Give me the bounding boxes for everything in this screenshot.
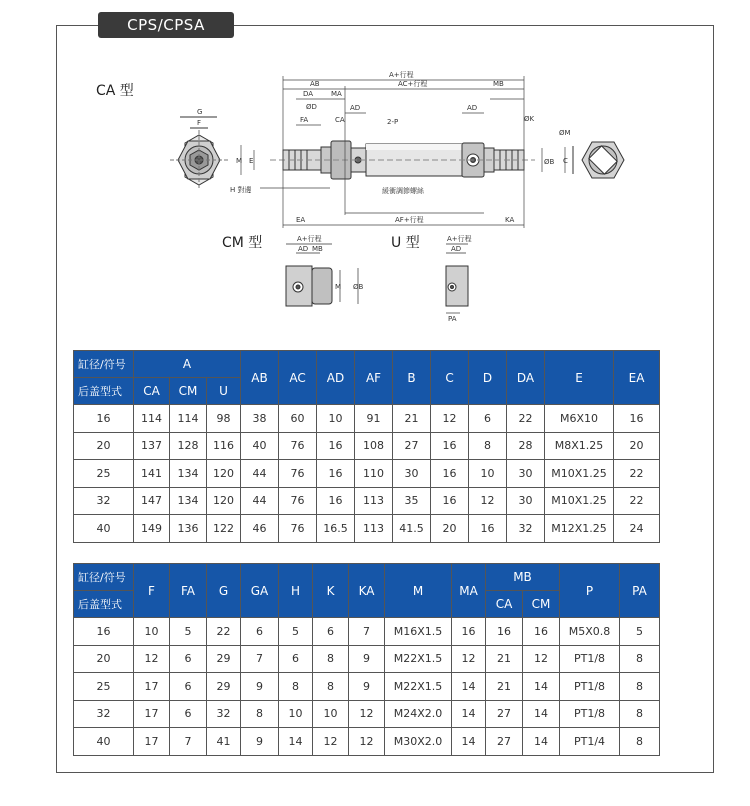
table-cell: 14: [452, 700, 486, 728]
bore-size-cell: 25: [74, 673, 134, 701]
corner-header-top: 缸径/符号: [74, 564, 134, 591]
table-cell: 14: [452, 728, 486, 756]
col-header: AF: [355, 351, 393, 405]
table-cell: 16: [317, 432, 355, 460]
table-cell: 141: [134, 460, 170, 488]
table-cell: 12: [134, 645, 170, 673]
table-row: [74, 515, 660, 543]
dim-af-stroke: AF+行程: [395, 216, 424, 224]
col-header: C: [431, 351, 469, 405]
table-row: [74, 645, 660, 673]
table-cell: 8: [313, 645, 349, 673]
col-header: P: [560, 564, 620, 618]
table-cell: 21: [486, 645, 523, 673]
col-header: D: [469, 351, 507, 405]
table-cell: 17: [134, 728, 170, 756]
table-cell: 12: [452, 645, 486, 673]
table-cell: M16X1.5: [385, 618, 452, 646]
table-cell: 24: [614, 515, 660, 543]
u-dim-ad: AD: [451, 245, 462, 253]
table-cell: 134: [170, 487, 207, 515]
table-cell: 6: [170, 645, 207, 673]
table-cell: 46: [241, 515, 279, 543]
table-cell: 38: [241, 405, 279, 433]
table-cell: 76: [279, 460, 317, 488]
table-cell: 5: [620, 618, 660, 646]
table-cell: 17: [134, 673, 170, 701]
col-header: H: [279, 564, 313, 618]
dim-fa: FA: [300, 116, 309, 124]
table-cell: 114: [134, 405, 170, 433]
dim-ea: EA: [296, 216, 306, 224]
table-cell: 6: [241, 618, 279, 646]
sub-header: CM: [170, 378, 207, 405]
table-cell: 6: [313, 618, 349, 646]
table-cell: 7: [241, 645, 279, 673]
table-cell: 16.5: [317, 515, 355, 543]
table-cell: 128: [170, 432, 207, 460]
table-cell: 6: [469, 405, 507, 433]
spec-table-2: [73, 563, 660, 756]
col-group-mb: MB: [486, 564, 560, 591]
bore-size-cell: 32: [74, 487, 134, 515]
table-cell: 114: [170, 405, 207, 433]
table-cell: 16: [486, 618, 523, 646]
table-cell: M10X1.25: [545, 460, 614, 488]
table-cell: PT1/8: [560, 700, 620, 728]
table-cell: PT1/4: [560, 728, 620, 756]
table-cell: 110: [355, 460, 393, 488]
table-1-body: [74, 405, 660, 543]
table-cell: 116: [207, 432, 241, 460]
corner-header-top: 缸径/符号: [74, 351, 134, 378]
table-cell: 35: [393, 487, 431, 515]
table-cell: 5: [170, 618, 207, 646]
table-cell: 76: [279, 515, 317, 543]
bore-size-cell: 40: [74, 515, 134, 543]
cylinder-drawing: [0, 0, 750, 340]
table-cell: 9: [241, 673, 279, 701]
table-cell: 22: [614, 487, 660, 515]
dim-ac-stroke: AC+行程: [398, 80, 428, 88]
table-cell: M22X1.5: [385, 645, 452, 673]
bore-size-cell: 16: [74, 618, 134, 646]
table-cell: 30: [507, 487, 545, 515]
table-cell: M12X1.25: [545, 515, 614, 543]
col-header: MA: [452, 564, 486, 618]
table-cell: 28: [507, 432, 545, 460]
col-header: EA: [614, 351, 660, 405]
col-header: FA: [170, 564, 207, 618]
cm-dim-ad: AD: [298, 245, 309, 253]
table-cell: 113: [355, 487, 393, 515]
cm-dim-ob: ØB: [353, 283, 364, 291]
table-cell: 21: [393, 405, 431, 433]
table-cell: 147: [134, 487, 170, 515]
sub-header: CM: [523, 591, 560, 618]
table-cell: 12: [349, 728, 385, 756]
table-cell: M10X1.25: [545, 487, 614, 515]
table-cell: M22X1.5: [385, 673, 452, 701]
table-cell: 98: [207, 405, 241, 433]
col-header: AC: [279, 351, 317, 405]
col-header: KA: [349, 564, 385, 618]
section-title: CPS/CPSA: [98, 12, 234, 38]
col-header: AD: [317, 351, 355, 405]
sub-header: CA: [134, 378, 170, 405]
dim-2p: 2-P: [387, 118, 399, 126]
table-cell: 12: [431, 405, 469, 433]
table-cell: 41.5: [393, 515, 431, 543]
dim-ok: ØK: [524, 115, 535, 123]
col-header: G: [207, 564, 241, 618]
col-header: B: [393, 351, 431, 405]
table-cell: 149: [134, 515, 170, 543]
dim-h-side: H 對邊: [230, 186, 252, 194]
dim-om: ØM: [559, 129, 571, 137]
col-header: GA: [241, 564, 279, 618]
table-cell: 14: [523, 700, 560, 728]
col-header: F: [134, 564, 170, 618]
table-cell: 27: [486, 700, 523, 728]
table-cell: 30: [507, 460, 545, 488]
dim-od: ØD: [306, 103, 317, 111]
table-cell: M5X0.8: [560, 618, 620, 646]
table-cell: 8: [279, 673, 313, 701]
table-cell: 21: [486, 673, 523, 701]
table-2-body: [74, 618, 660, 756]
rear-end-view: [573, 142, 624, 178]
table-cell: 20: [614, 432, 660, 460]
table-cell: 16: [614, 405, 660, 433]
table-row: [74, 460, 660, 488]
dim-ca: CA: [335, 116, 345, 124]
table-cell: 14: [452, 673, 486, 701]
u-dim-pa: PA: [448, 315, 457, 323]
cm-type-label: CM 型: [222, 235, 263, 251]
dim-ma: MA: [331, 90, 342, 98]
table-cell: 76: [279, 432, 317, 460]
table-cell: 9: [349, 673, 385, 701]
dim-m: M: [236, 157, 243, 165]
table-cell: 6: [170, 673, 207, 701]
cushion-label: 緩衝調節螺絲: [382, 187, 424, 195]
table-cell: 9: [241, 728, 279, 756]
table-cell: 12: [313, 728, 349, 756]
table-cell: 7: [170, 728, 207, 756]
table-cell: M24X2.0: [385, 700, 452, 728]
corner-header-bottom: 后盖型式: [74, 591, 134, 618]
dim-mb: MB: [493, 80, 504, 88]
table-cell: 9: [349, 645, 385, 673]
table-cell: M30X2.0: [385, 728, 452, 756]
u-type-label: U 型: [391, 235, 420, 251]
col-header: DA: [507, 351, 545, 405]
bore-size-cell: 32: [74, 700, 134, 728]
table-cell: 120: [207, 487, 241, 515]
dim-ka: KA: [505, 216, 515, 224]
cm-dim-mb: MB: [312, 245, 323, 253]
table-cell: 40: [241, 432, 279, 460]
table-cell: 29: [207, 673, 241, 701]
cm-dim-m: M: [335, 283, 342, 291]
table-cell: 32: [207, 700, 241, 728]
table-cell: M6X10: [545, 405, 614, 433]
table-row: [74, 618, 660, 646]
table-cell: 12: [349, 700, 385, 728]
table-row: [74, 487, 660, 515]
table-cell: 14: [523, 673, 560, 701]
dim-f: F: [197, 119, 202, 127]
cm-type-view: [286, 244, 358, 306]
ca-type-label: CA 型: [96, 83, 134, 99]
u-type-view: [446, 244, 468, 313]
table-cell: 8: [620, 728, 660, 756]
table-cell: PT1/8: [560, 645, 620, 673]
table-row: [74, 728, 660, 756]
table-cell: 10: [279, 700, 313, 728]
table-cell: 5: [279, 618, 313, 646]
table-cell: 44: [241, 460, 279, 488]
table-cell: 10: [134, 618, 170, 646]
table-cell: 8: [241, 700, 279, 728]
table-cell: 12: [523, 645, 560, 673]
cylinder-side-view: [270, 141, 535, 179]
table-cell: 10: [469, 460, 507, 488]
table-cell: 10: [313, 700, 349, 728]
table-cell: 8: [469, 432, 507, 460]
table-cell: 120: [207, 460, 241, 488]
table-cell: 16: [523, 618, 560, 646]
table-cell: 137: [134, 432, 170, 460]
table-cell: 8: [620, 645, 660, 673]
dim-da: DA: [303, 90, 314, 98]
bore-size-cell: 20: [74, 645, 134, 673]
table-cell: 16: [431, 432, 469, 460]
dim-ab: AB: [310, 80, 320, 88]
front-end-view: [170, 117, 228, 190]
table-cell: 22: [207, 618, 241, 646]
table-cell: 122: [207, 515, 241, 543]
table-cell: 6: [170, 700, 207, 728]
table-cell: 10: [317, 405, 355, 433]
table-cell: 60: [279, 405, 317, 433]
table-cell: 16: [431, 487, 469, 515]
table-cell: 16: [452, 618, 486, 646]
table-cell: 8: [620, 700, 660, 728]
table-cell: 16: [469, 515, 507, 543]
dim-ad-right: AD: [467, 104, 478, 112]
table-row: [74, 405, 660, 433]
table-cell: 32: [507, 515, 545, 543]
table-cell: 6: [279, 645, 313, 673]
table-cell: 27: [486, 728, 523, 756]
table-cell: 22: [614, 460, 660, 488]
table-cell: 30: [393, 460, 431, 488]
bore-size-cell: 16: [74, 405, 134, 433]
col-header: E: [545, 351, 614, 405]
u-dim-a-stroke: A+行程: [447, 235, 472, 243]
col-header: K: [313, 564, 349, 618]
sub-header: CA: [486, 591, 523, 618]
col-header: M: [385, 564, 452, 618]
table-cell: 108: [355, 432, 393, 460]
table-cell: 16: [431, 460, 469, 488]
dim-ad-left: AD: [350, 104, 361, 112]
table-cell: 7: [349, 618, 385, 646]
corner-header-bottom: 后盖型式: [74, 378, 134, 405]
table-cell: 76: [279, 487, 317, 515]
table-cell: 44: [241, 487, 279, 515]
table-cell: 8: [620, 673, 660, 701]
table-cell: 14: [279, 728, 313, 756]
dim-g: G: [197, 108, 203, 116]
dim-a-stroke: A+行程: [389, 71, 414, 79]
table-cell: 113: [355, 515, 393, 543]
dim-c: C: [563, 157, 568, 165]
sub-header: U: [207, 378, 241, 405]
table-row: [74, 673, 660, 701]
dim-ob: ØB: [544, 158, 555, 166]
table-cell: 20: [431, 515, 469, 543]
table-cell: 17: [134, 700, 170, 728]
table-cell: 16: [317, 460, 355, 488]
table-cell: 8: [313, 673, 349, 701]
table-row: [74, 700, 660, 728]
table-cell: M8X1.25: [545, 432, 614, 460]
bore-size-cell: 25: [74, 460, 134, 488]
col-header: PA: [620, 564, 660, 618]
table-cell: PT1/8: [560, 673, 620, 701]
table-cell: 134: [170, 460, 207, 488]
spec-table-1: [73, 350, 660, 543]
table-cell: 29: [207, 645, 241, 673]
table-cell: 41: [207, 728, 241, 756]
col-group-a: A: [134, 351, 241, 378]
dim-e: E: [249, 157, 254, 165]
table-row: [74, 432, 660, 460]
table-cell: 12: [469, 487, 507, 515]
col-header: AB: [241, 351, 279, 405]
table-cell: 91: [355, 405, 393, 433]
bore-size-cell: 40: [74, 728, 134, 756]
bore-size-cell: 20: [74, 432, 134, 460]
cm-dim-a-stroke: A+行程: [297, 235, 322, 243]
table-cell: 22: [507, 405, 545, 433]
table-cell: 16: [317, 487, 355, 515]
table-cell: 136: [170, 515, 207, 543]
table-cell: 14: [523, 728, 560, 756]
table-cell: 27: [393, 432, 431, 460]
